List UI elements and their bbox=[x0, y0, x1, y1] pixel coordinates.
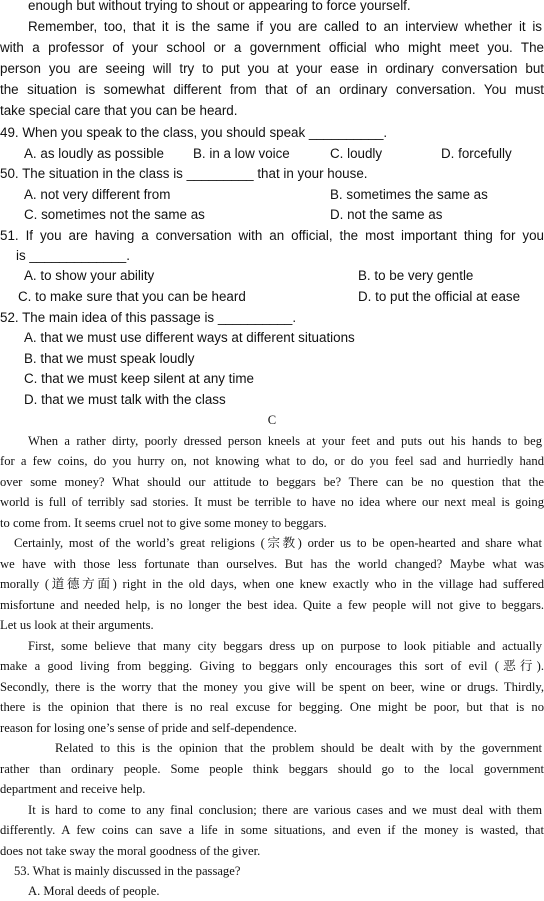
passage-line: with a professor of your school or a government official who might meet you. The bbox=[0, 40, 544, 55]
option-d: D. to put the official at ease bbox=[358, 289, 521, 304]
option-a: A. as loudly as possible bbox=[24, 146, 164, 161]
option-c: C. sometimes not the same as bbox=[24, 207, 205, 222]
option-c: C. to make sure that you can be heard bbox=[18, 289, 246, 304]
question-stem-continued: is _____________. bbox=[16, 248, 130, 263]
option-d: D. not the same as bbox=[330, 207, 443, 222]
option-c: C. that we must keep silent at any time bbox=[24, 371, 254, 386]
passage-line: there is the opinion that there is no real excuse for begging. One might be poor, but that is no bbox=[0, 700, 544, 714]
passage-line: does not take sway the moral goodness of the giver. bbox=[0, 844, 261, 858]
option-c: C. loudly bbox=[330, 146, 383, 161]
passage-line: differently. A few coins can save a life in some situations, and even if the money is wasted, that bbox=[0, 823, 544, 837]
passage-line: Let us look at their arguments. bbox=[0, 618, 154, 632]
option-a: A. that we must use different ways at different situations bbox=[24, 330, 355, 345]
section-heading: C bbox=[267, 413, 277, 427]
passage-line: Related to this is the opinion that the problem should be dealt with by the government bbox=[55, 741, 542, 755]
option-d: D. that we must talk with the class bbox=[24, 392, 226, 407]
passage-line: morally (道德方面) right in the old days, when one knew exactly who in the village had suffered bbox=[0, 577, 544, 591]
passage-line: rather than ordinary people. Some people think beggars should go to the local government bbox=[0, 762, 544, 776]
passage-line: Secondly, there is the worry that the money you give will be spent on beer, wine or drugs. Thirdly, bbox=[0, 680, 544, 694]
passage-line: Remember, too, that it is the same if you are called to an interview whether it is bbox=[28, 19, 542, 34]
passage-line: When a rather dirty, poorly dressed person kneels at your feet and puts out his hands to beg bbox=[28, 434, 542, 448]
option-b: B. that we must speak loudly bbox=[24, 351, 195, 366]
question-stem: 49. When you speak to the class, you should speak __________. bbox=[0, 125, 388, 140]
passage-line: the situation is somewhat different from that of an ordinary conversation. You must bbox=[0, 82, 544, 97]
option-b: B. in a low voice bbox=[193, 146, 290, 161]
passage-line: First, some believe that many city beggars dress up on purpose to look pitiable and actually bbox=[28, 639, 542, 653]
passage-line: reason for losing one’s sense of pride and self-dependence. bbox=[0, 721, 297, 735]
question-stem: 50. The situation in the class is _________ that in your house. bbox=[0, 166, 368, 181]
question-stem: 53. What is mainly discussed in the passage? bbox=[14, 864, 241, 878]
option-d: D. forcefully bbox=[441, 146, 512, 161]
passage-line: take special care that you can be heard. bbox=[0, 103, 238, 118]
passage-line: misfortune and needed help, is no longer the best idea. Quite a few people will not give to beggars. bbox=[0, 598, 544, 612]
passage-line: department and receive help. bbox=[0, 782, 146, 796]
question-stem: 51. If you are having a conversation with an official, the most important thing for you bbox=[0, 228, 544, 243]
passage-line: world is full of terribly sad stories. It must be terrible to have no idea where our next meal is going bbox=[0, 495, 544, 509]
passage-line: make a good living from begging. Giving to beggars only encourages this sort of evil (恶行). bbox=[0, 659, 544, 673]
option-b: B. sometimes the same as bbox=[330, 187, 488, 202]
option-a: A. not very different from bbox=[24, 187, 171, 202]
passage-line: Certainly, most of the world’s great religions (宗教) order us to be open-hearted and share what bbox=[14, 536, 542, 550]
passage-line: It is hard to come to any final conclusion; there are various cases and we must deal with them bbox=[28, 803, 542, 817]
passage-line: enough but without trying to shout or appearing to force yourself. bbox=[28, 0, 411, 13]
passage-line: person you are seeing will try to put you at your ease in ordinary conversation but bbox=[0, 61, 544, 76]
option-a: A. to show your ability bbox=[24, 268, 155, 283]
passage-line: to come from. It seems cruel not to give some money to beggars. bbox=[0, 516, 327, 530]
option-a: A. Moral deeds of people. bbox=[28, 884, 160, 898]
passage-line: over some money? What should our attitude to beggars be? There can be no question that the bbox=[0, 475, 544, 489]
option-b: B. to be very gentle bbox=[358, 268, 474, 283]
question-stem: 52. The main idea of this passage is __________. bbox=[0, 310, 297, 325]
passage-line: for a few coins, do you hurry on, not knowing what to do, or do you feel sad and hurriedly hand bbox=[0, 454, 544, 468]
passage-line: we have with those less fortunate than ourselves. But has the world changed? Maybe what was bbox=[0, 557, 544, 571]
